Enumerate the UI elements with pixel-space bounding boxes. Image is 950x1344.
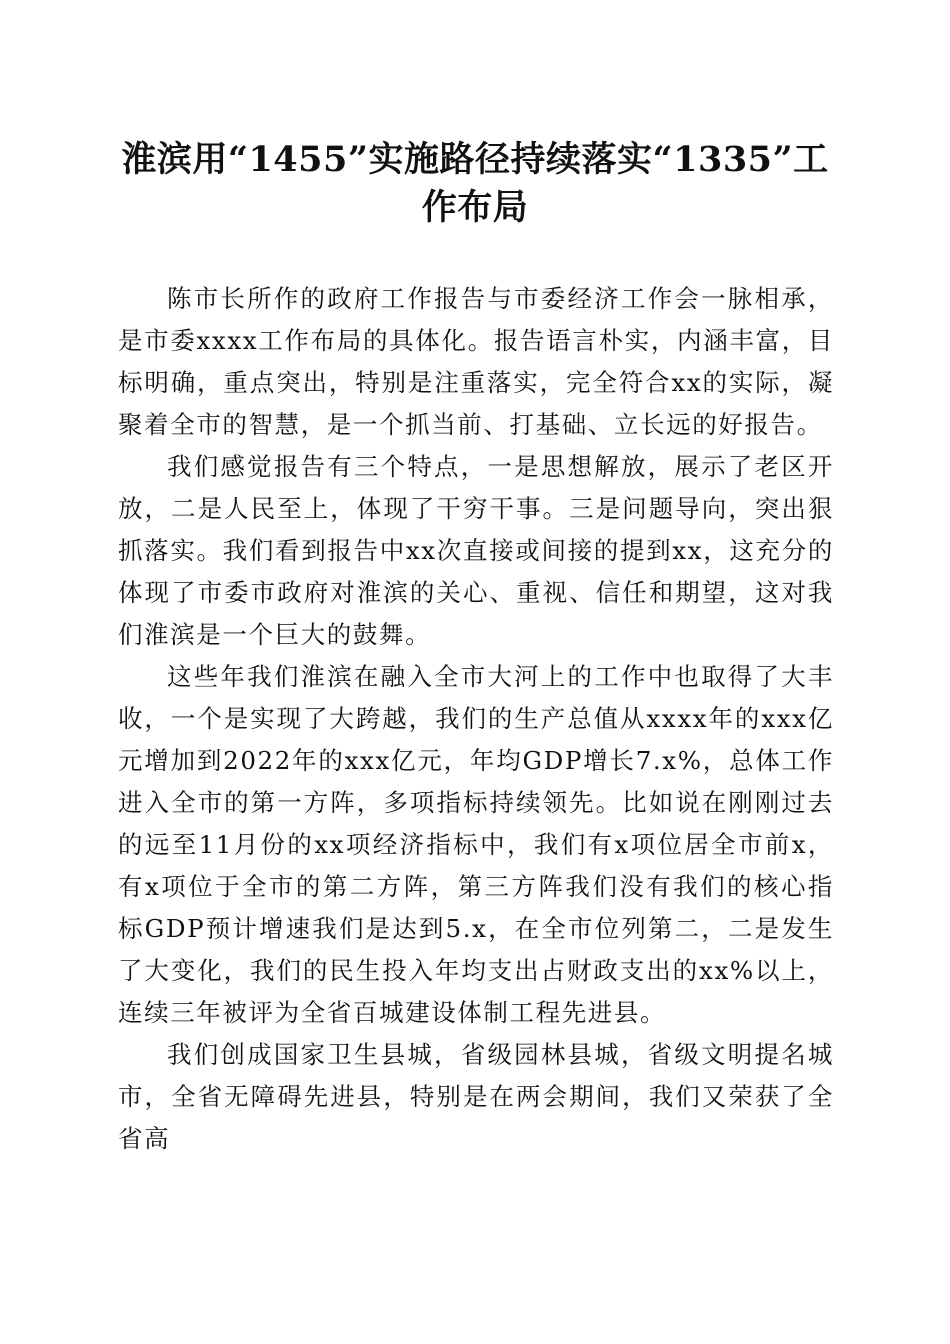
paragraph-4: 我们创成国家卫生县城，省级园林县城，省级文明提名城市，全省无障碍先进县，特别是在两会期间，我们又荣获了全省高	[118, 1040, 834, 1153]
paragraph-2: 我们感觉报告有三个特点，一是思想解放，展示了老区开放，二是人民至上，体现了干穷干事。三是问题导向，突出狠抓落实。我们看到报告中xx次直接或间接的提到xx，这充分的体现了市委市政府对淮滨的关心、重视、信任和期望，这对我们淮滨是一个巨大的鼓舞。	[118, 452, 834, 649]
document-body	[118, 278, 834, 1160]
document-title: 淮滨用“1455”实施路径持续落实“1335”工作布局	[121, 139, 829, 228]
paragraph-1: 陈市长所作的政府工作报告与市委经济工作会一脉相承，是市委xxxx工作布局的具体化。报告语言朴实，内涵丰富，目标明确，重点突出，特别是注重落实，完全符合xx的实际，凝聚着全市的智慧，是一个抓当前、打基础、立长远的好报告。	[118, 284, 834, 439]
paragraph-3: 这些年我们淮滨在融入全市大河上的工作中也取得了大丰收，一个是实现了大跨越，我们的生产总值从xxxx年的xxx亿元增加到2022年的xxx亿元，年均GDP增长7.x%，总体工作进入全市的第一方阵，多项指标持续领先。比如说在刚刚过去的远至11月份的xx项经济指标中，我们有x项位居全市前x，有x项位于全市的第二方阵，第三方阵我们没有我们的核心指标GDP预计增速我们是达到5.x，在全市位列第二，二是发生了大变化，我们的民生投入年均支出占财政支出的xx%以上，连续三年被评为全省百城建设体制工程先进县。	[118, 662, 834, 1027]
